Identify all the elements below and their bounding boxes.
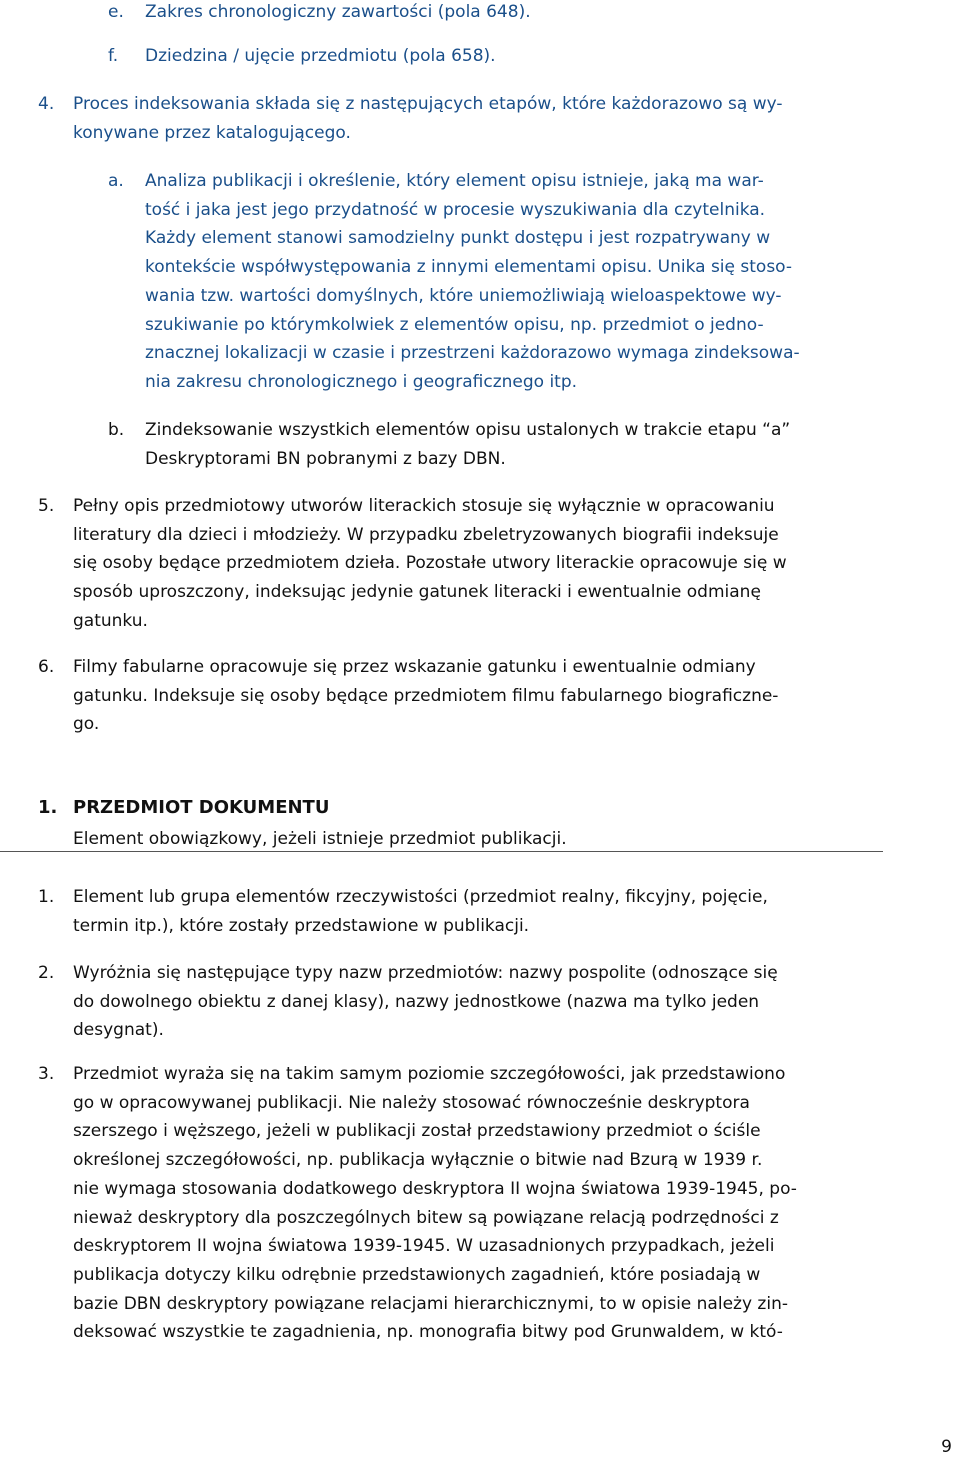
text-line: Każdy element stanowi samodzielny punkt dostępu i jest rozpatrywany w [145, 228, 771, 249]
text-line: nia zakresu chronologicznego i geograficznego itp. [145, 371, 578, 392]
list-marker: b. [108, 420, 125, 440]
text-line: tość i jaka jest jego przydatność w procesie wyszukiwania dla czytelnika. [145, 199, 766, 220]
section-title: PRZEDMIOT DOKUMENTU [73, 797, 330, 818]
text-line: Proces indeksowania składa się z następujących etapów, które każdorazowo są wy- [73, 94, 783, 114]
text-line: gatunku. [73, 610, 148, 631]
list-item-text [73, 492, 883, 636]
text-line: termin itp.), które zostały przedstawione w publikacji. [73, 915, 530, 936]
list-marker: 5. [38, 496, 55, 516]
text-line: nie wymaga stosowania dodatkowego deskryptora II wojna światowa 1939-1945, po- [73, 1178, 797, 1199]
text-line: Pełny opis przedmiotowy utworów literackich stosuje się wyłącznie w opracowaniu [73, 496, 775, 516]
text-line: wania tzw. wartości domyślnych, które uniemożliwiają wieloaspektowe wy- [145, 285, 782, 306]
text-line: znacznej lokalizacji w czasie i przestrzeni każdorazowo wymaga zindeksowa- [145, 343, 800, 364]
text-line: konywane przez katalogującego. [73, 122, 351, 143]
text-line: deksować wszystkie te zagadnienia, np. monografia bitwy pod Grunwaldem, w któ- [73, 1322, 783, 1343]
list-item-text [73, 90, 883, 147]
list-item-text [145, 416, 883, 473]
text-line: gatunku. Indeksuje się osoby będące przedmiotem filmu fabularnego biograficzne- [73, 685, 779, 706]
list-item-text [73, 1060, 883, 1347]
list-marker: 4. [38, 94, 55, 114]
list-item-text [73, 653, 883, 739]
section-divider [0, 851, 883, 852]
text-line: Dziedzina / ujęcie przedmiotu (pola 658). [145, 46, 496, 66]
list-marker: 2. [38, 963, 55, 983]
text-line: się osoby będące przedmiotem dzieła. Pozostałe utwory literackie opracowuje się w [73, 553, 787, 574]
list-marker: 3. [38, 1064, 55, 1084]
list-marker: a. [108, 171, 124, 191]
text-line: do dowolnego obiektu z danej klasy), nazwy jednostkowe (nazwa ma tylko jeden [73, 991, 760, 1012]
page-number: 9 [941, 1437, 952, 1457]
text-line: określonej szczegółowości, np. publikacja wyłącznie o bitwie nad Bzurą w 1939 r. [73, 1150, 763, 1171]
list-marker: 1. [38, 887, 55, 907]
list-marker: e. [108, 2, 124, 22]
text-line: nieważ deskryptory dla poszczególnych bitew są powiązane relacją podrzędności z [73, 1207, 779, 1228]
text-line: Filmy fabularne opracowuje się przez wskazanie gatunku i ewentualnie odmiany [73, 657, 756, 677]
text-line: literatury dla dzieci i młodzieży. W przypadku zbeletryzowanych biografii indeksuje [73, 524, 779, 545]
list-item-text [145, 167, 883, 397]
text-line: Zakres chronologiczny zawartości (pola 648). [145, 2, 531, 22]
text-line: Element lub grupa elementów rzeczywistości (przedmiot realny, fikcyjny, pojęcie, [73, 887, 768, 907]
section-number: 1. [38, 797, 58, 818]
list-item-text [145, 42, 883, 71]
list-marker: 6. [38, 657, 55, 677]
text-line: Analiza publikacji i określenie, który element opisu istnieje, jaką ma war- [145, 171, 764, 191]
text-line: deskryptorem II wojna światowa 1939-1945. W uzasadnionych przypadkach, jeżeli [73, 1236, 775, 1257]
text-line: go w opracowywanej publikacji. Nie należy stosować równocześnie deskryptora [73, 1092, 750, 1113]
text-line: Zindeksowanie wszystkich elementów opisu ustalonych w trakcie etapu “a” [145, 420, 791, 440]
text-line: bazie DBN deskryptory powiązane relacjami hierarchicznymi, to w opisie należy zin- [73, 1293, 788, 1314]
text-line: Wyróżnia się następujące typy nazw przedmiotów: nazwy pospolite (odnoszące się [73, 963, 778, 983]
section-note: Element obowiązkowy, jeżeli istnieje przedmiot publikacji. [73, 829, 567, 849]
text-line: Deskryptorami BN pobranymi z bazy DBN. [145, 448, 506, 469]
text-line: szerszego i węższego, jeżeli w publikacji został przedstawiony przedmiot o ściśle [73, 1121, 761, 1142]
list-item-text [145, 0, 883, 27]
text-line: sposób uproszczony, indeksując jedynie gatunek literacki i ewentualnie odmianę [73, 582, 761, 603]
list-marker: f. [108, 46, 119, 66]
text-line: publikacja dotyczy kilku odrębnie przedstawionych zagadnień, które posiadają w [73, 1264, 761, 1285]
text-line: kontekście współwystępowania z innymi elementami opisu. Unika się stoso- [145, 257, 793, 278]
text-line: go. [73, 714, 100, 735]
text-line: desygnat). [73, 1020, 164, 1041]
text-line: szukiwanie po którymkolwiek z elementów opisu, np. przedmiot o jedno- [145, 314, 764, 335]
list-item-text [73, 883, 883, 940]
list-item-text [73, 959, 883, 1045]
text-line: Przedmiot wyraża się na takim samym poziomie szczegółowości, jak przedstawiono [73, 1064, 786, 1084]
